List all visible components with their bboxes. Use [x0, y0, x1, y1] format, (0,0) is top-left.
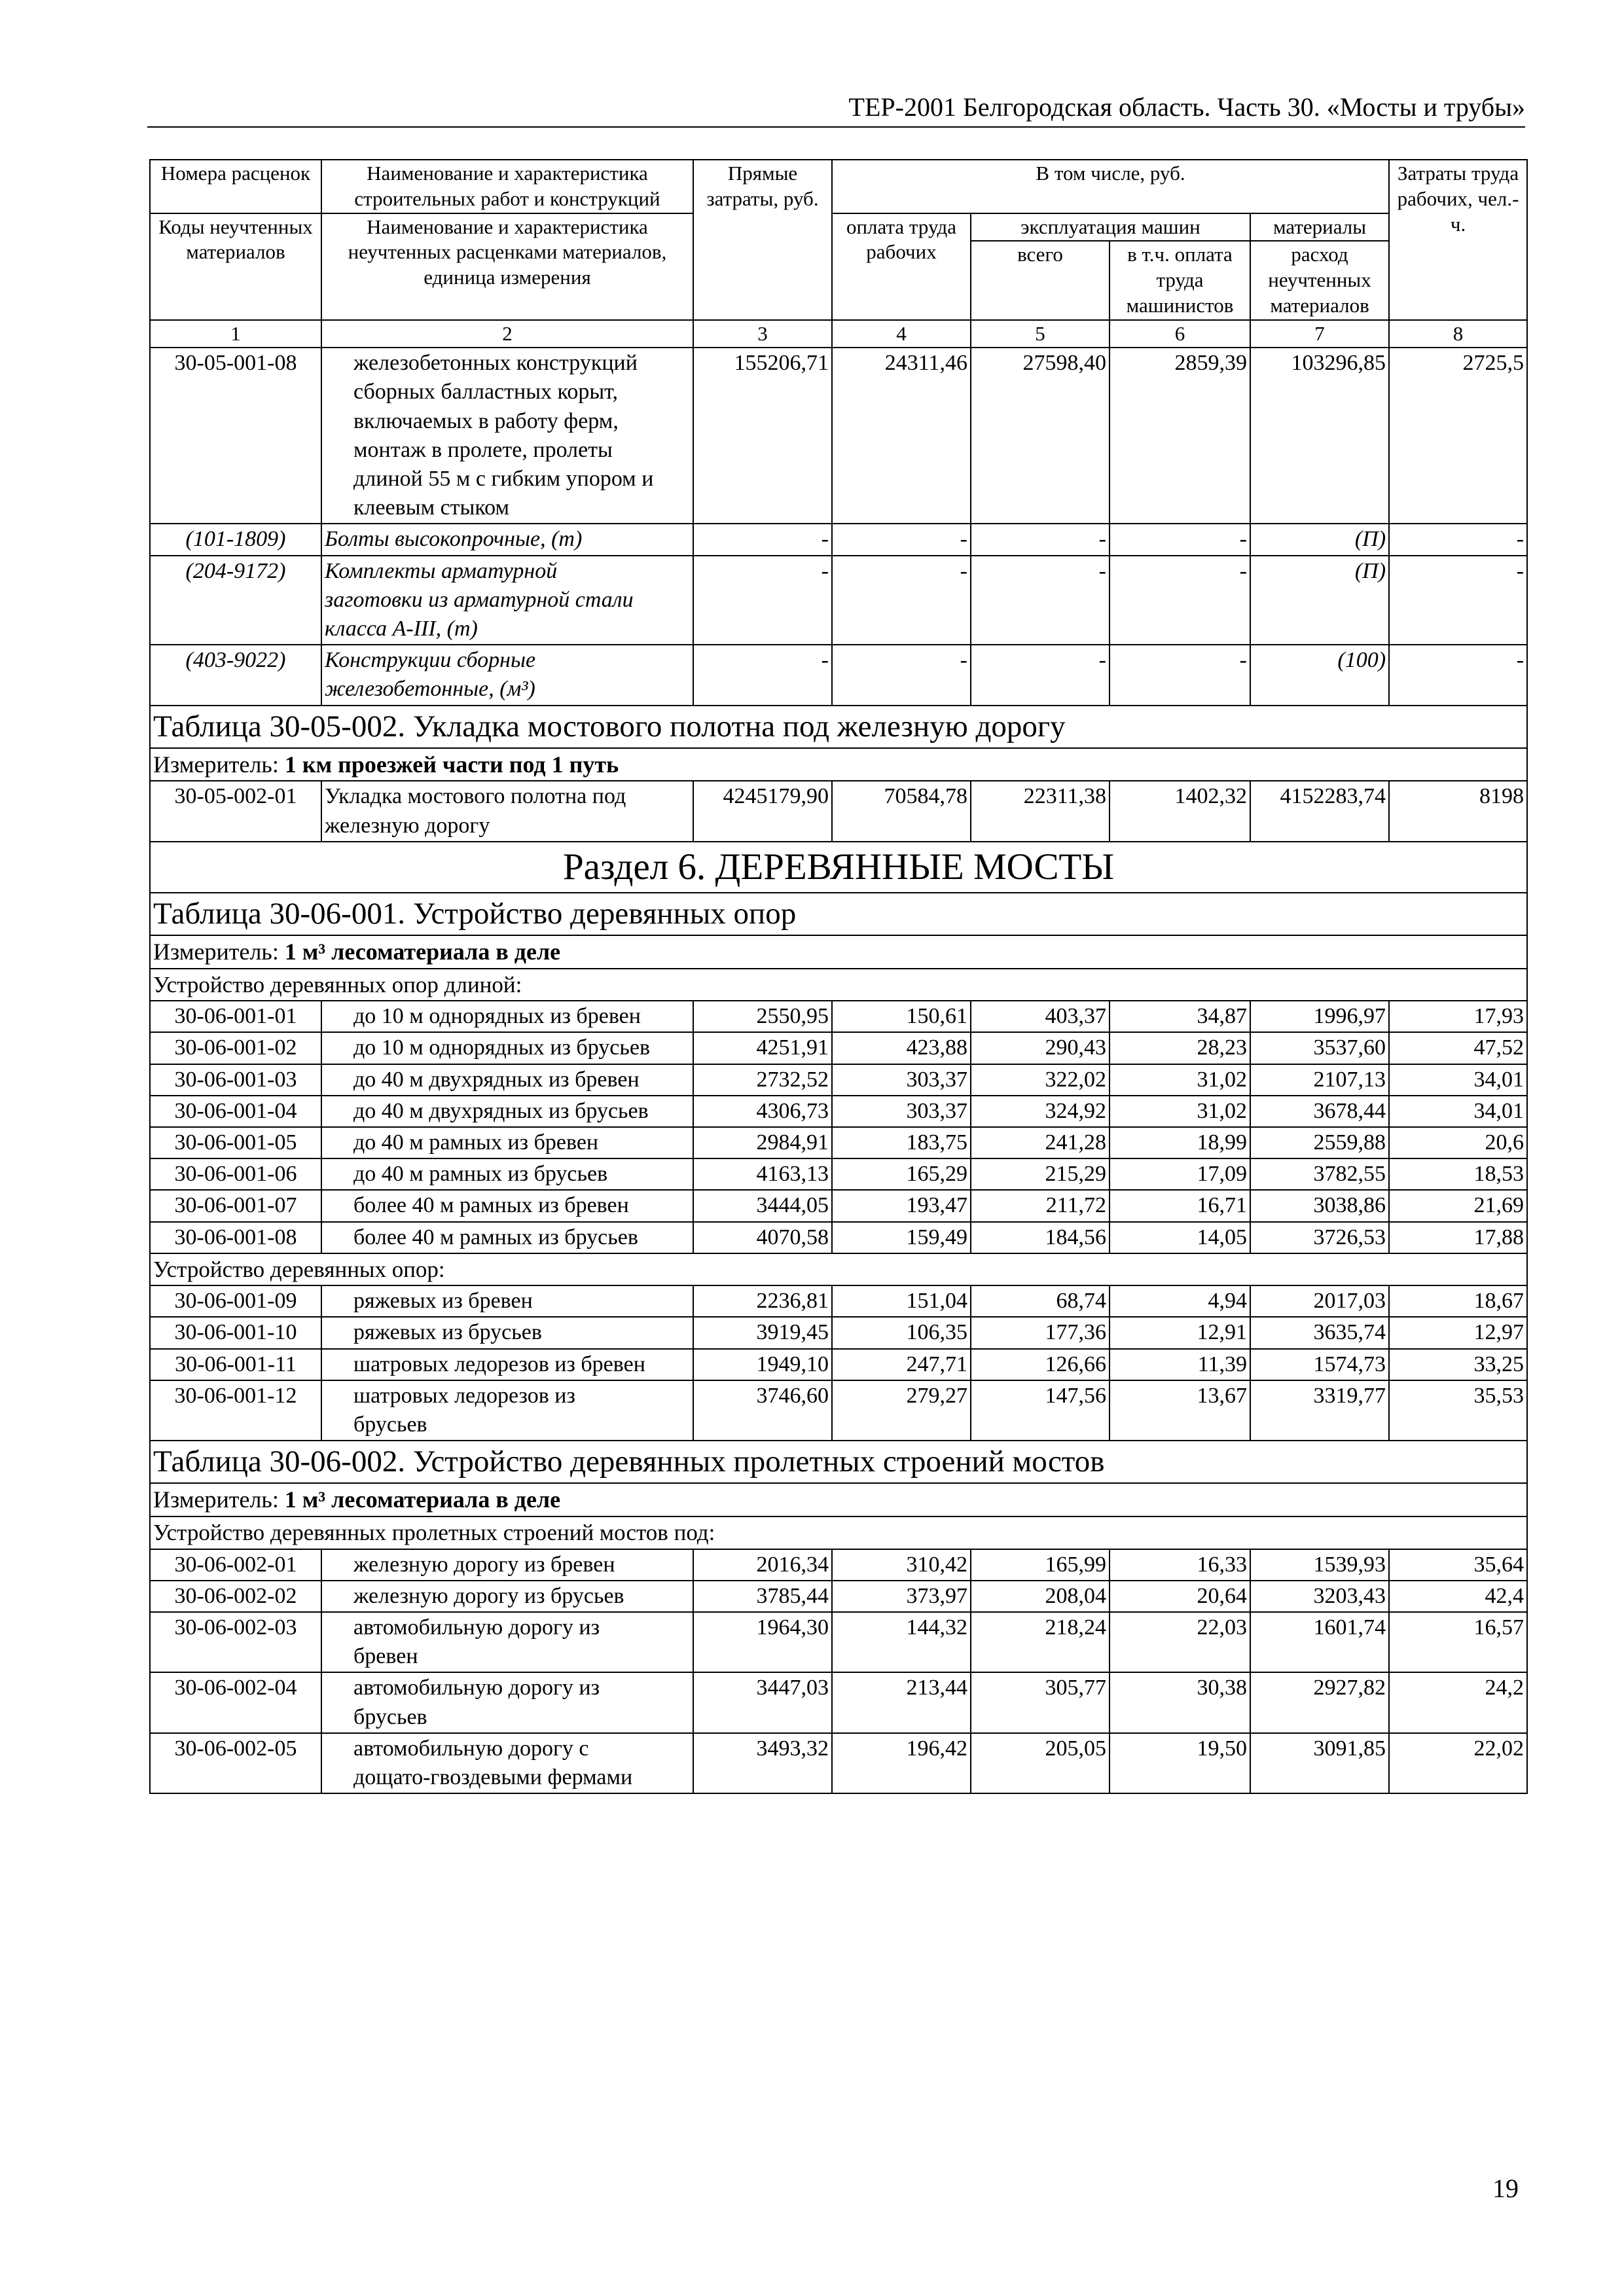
value-mach: 126,66 — [971, 1349, 1110, 1380]
value-direct: 1949,10 — [693, 1349, 832, 1380]
rate-name-line: железную дорогу из брусьев — [353, 1583, 624, 1608]
col-machines-labor: в т.ч. оплата труда машинистов — [1110, 241, 1250, 319]
value-labor: 150,61 — [832, 1001, 971, 1032]
value-mat: (П) — [1250, 524, 1389, 555]
rate-code: 30-06-001-08 — [150, 1222, 321, 1253]
table-row — [150, 1222, 1527, 1253]
value-direct: 3785,44 — [693, 1581, 832, 1612]
value-direct: 2984,91 — [693, 1127, 832, 1158]
measure-value: 1 км проезжей части под 1 путь — [284, 751, 619, 778]
value-direct: - — [693, 556, 832, 645]
rate-name-line: длиной 55 м с гибким упором и — [353, 467, 654, 491]
column-number: 1 — [150, 320, 321, 348]
value-mach-labor: 31,02 — [1110, 1096, 1250, 1127]
table-row — [150, 1285, 1527, 1317]
rate-name-line: заготовки из арматурной стали — [325, 587, 634, 612]
rate-name-line: автомобильную дорогу с — [353, 1736, 589, 1761]
value-mach-labor: 18,99 — [1110, 1127, 1250, 1158]
table-30-05-001-part — [150, 348, 1527, 705]
measure — [150, 1483, 1527, 1516]
rate-name-line: шатровых ледорезов из бревен — [353, 1352, 645, 1376]
col-code-bottom: Коды неучтенных материалов — [150, 213, 321, 320]
rates-sheet — [149, 159, 1528, 1794]
value-mat: 3678,44 — [1250, 1096, 1389, 1127]
value-hours: 20,6 — [1389, 1127, 1527, 1158]
value-direct: 3493,32 — [693, 1733, 832, 1793]
value-mach-labor: 12,91 — [1110, 1317, 1250, 1348]
value-labor: 70584,78 — [832, 781, 971, 841]
measure — [150, 748, 1527, 781]
value-direct: 4070,58 — [693, 1222, 832, 1253]
rate-name-line: автомобильную дорогу из — [353, 1676, 600, 1700]
value-hours: - — [1389, 524, 1527, 555]
rate-name-line: более 40 м рамных из бревен — [353, 1193, 629, 1218]
rate-name — [321, 1349, 693, 1380]
rate-name-line: Конструкции сборные — [325, 648, 536, 673]
rate-code: 30-06-001-07 — [150, 1190, 321, 1221]
group-row — [150, 1516, 1527, 1549]
value-labor: - — [832, 524, 971, 555]
running-header: ТЕР-2001 Белгородская область. Часть 30. «Мосты и трубы» — [147, 92, 1525, 128]
value-mat: 103296,85 — [1250, 348, 1389, 524]
value-mach-labor: 14,05 — [1110, 1222, 1250, 1253]
col-machines: эксплуатация машин — [971, 213, 1250, 242]
column-number: 7 — [1250, 320, 1389, 348]
value-mat: 3537,60 — [1250, 1032, 1389, 1064]
value-direct: 3746,60 — [693, 1380, 832, 1441]
value-mach: 290,43 — [971, 1032, 1110, 1064]
table-row — [150, 781, 1527, 841]
value-direct: 4163,13 — [693, 1158, 832, 1190]
rate-name — [321, 1672, 693, 1732]
measure-label: Измеритель: — [153, 938, 279, 965]
value-mat: (П) — [1250, 556, 1389, 645]
rate-name-line: до 10 м однорядных из брусьев — [353, 1035, 651, 1060]
rate-name — [321, 1064, 693, 1096]
rate-code: 30-06-001-04 — [150, 1096, 321, 1127]
value-mach-labor: 34,87 — [1110, 1001, 1250, 1032]
rate-name-line: дощато-гвоздевыми фермами — [353, 1765, 633, 1789]
value-mach-labor: - — [1110, 524, 1250, 555]
value-mat: (100) — [1250, 645, 1389, 705]
value-mach: 205,05 — [971, 1733, 1110, 1793]
measure-row — [150, 748, 1527, 781]
value-hours: 24,2 — [1389, 1672, 1527, 1732]
value-hours: 18,53 — [1389, 1158, 1527, 1190]
rate-name-line: автомобильную дорогу из — [353, 1615, 600, 1640]
value-hours: - — [1389, 556, 1527, 645]
rate-code: 30-06-002-02 — [150, 1581, 321, 1612]
value-mat: 4152283,74 — [1250, 781, 1389, 841]
table-row — [150, 1001, 1527, 1032]
value-mach: 211,72 — [971, 1190, 1110, 1221]
value-direct: 3447,03 — [693, 1672, 832, 1732]
value-labor: 24311,46 — [832, 348, 971, 524]
value-hours: 12,97 — [1389, 1317, 1527, 1348]
table-row — [150, 1032, 1527, 1064]
value-mach: 27598,40 — [971, 348, 1110, 524]
column-number: 8 — [1389, 320, 1527, 348]
value-mat: 3635,74 — [1250, 1317, 1389, 1348]
measure — [150, 935, 1527, 969]
page-number: 19 — [1492, 2174, 1519, 2203]
column-numbers-row — [150, 320, 1527, 348]
value-mach: 324,92 — [971, 1096, 1110, 1127]
rate-name-line: Комплекты арматурной — [325, 558, 558, 583]
rate-name-line: до 40 м двухрядных из бревен — [353, 1067, 640, 1092]
rate-name-line: включаемых в работу ферм, — [353, 408, 619, 433]
rate-name-line: железную дорогу из бревен — [353, 1552, 615, 1577]
value-hours: 16,57 — [1389, 1612, 1527, 1672]
value-mach-labor: 2859,39 — [1110, 348, 1250, 524]
value-mach: 208,04 — [971, 1581, 1110, 1612]
value-labor: 213,44 — [832, 1672, 971, 1732]
value-hours: 17,93 — [1389, 1001, 1527, 1032]
value-labor: 183,75 — [832, 1127, 971, 1158]
table-row — [150, 1349, 1527, 1380]
rate-name — [321, 1549, 693, 1581]
rate-code: (101-1809) — [150, 524, 321, 555]
value-mat: 3726,53 — [1250, 1222, 1389, 1253]
value-hours: 34,01 — [1389, 1064, 1527, 1096]
value-hours: 18,67 — [1389, 1285, 1527, 1317]
value-mat: 2017,03 — [1250, 1285, 1389, 1317]
value-mat: 3038,86 — [1250, 1190, 1389, 1221]
rate-name — [321, 524, 693, 555]
measure-label: Измеритель: — [153, 751, 279, 778]
material-row — [150, 645, 1527, 705]
value-hours: 35,64 — [1389, 1549, 1527, 1581]
rate-code: (204-9172) — [150, 556, 321, 645]
rate-name — [321, 1733, 693, 1793]
rate-code: 30-06-001-02 — [150, 1032, 321, 1064]
value-mat: 3319,77 — [1250, 1380, 1389, 1441]
rate-name — [321, 1317, 693, 1348]
table-title: Таблица 30-05-002. Укладка мостового полотна под железную дорогу — [150, 706, 1527, 748]
col-name-top: Наименование и характеристика строительных работ и конструкций — [321, 160, 693, 213]
value-labor: 303,37 — [832, 1064, 971, 1096]
value-direct: 2236,81 — [693, 1285, 832, 1317]
rate-name — [321, 1581, 693, 1612]
value-mach-labor: 30,38 — [1110, 1672, 1250, 1732]
column-number: 3 — [693, 320, 832, 348]
value-mach-labor: 16,33 — [1110, 1549, 1250, 1581]
value-mat: 1539,93 — [1250, 1549, 1389, 1581]
value-direct: 2732,52 — [693, 1064, 832, 1096]
table-row — [150, 1672, 1527, 1732]
material-row — [150, 556, 1527, 645]
value-mach: - — [971, 524, 1110, 555]
rate-name-line: до 40 м рамных из бревен — [353, 1130, 599, 1155]
table-row — [150, 1549, 1527, 1581]
value-mat: 3091,85 — [1250, 1733, 1389, 1793]
value-direct: 1964,30 — [693, 1612, 832, 1672]
value-mach-labor: - — [1110, 556, 1250, 645]
value-mach-labor: - — [1110, 645, 1250, 705]
value-mach: 165,99 — [971, 1549, 1110, 1581]
value-direct: 2016,34 — [693, 1549, 832, 1581]
col-including: В том числе, руб. — [832, 160, 1389, 213]
column-number: 6 — [1110, 320, 1250, 348]
value-mach: 184,56 — [971, 1222, 1110, 1253]
value-mat: 2107,13 — [1250, 1064, 1389, 1096]
table-title-row — [150, 706, 1527, 748]
value-hours: 34,01 — [1389, 1096, 1527, 1127]
value-hours: 22,02 — [1389, 1733, 1527, 1793]
rate-name-line: шатровых ледорезов из — [353, 1383, 575, 1408]
rate-name-line: брусьев — [353, 1704, 427, 1729]
rate-code: 30-06-001-01 — [150, 1001, 321, 1032]
value-hours: 2725,5 — [1389, 348, 1527, 524]
rate-name-line: ряжевых из брусьев — [353, 1320, 542, 1345]
rate-name-line: клеевым стыком — [353, 495, 510, 520]
value-labor: 165,29 — [832, 1158, 971, 1190]
col-direct: Прямые затраты, руб. — [693, 160, 832, 320]
value-mach-labor: 13,67 — [1110, 1380, 1250, 1441]
table-row — [150, 1733, 1527, 1793]
rate-name-line: до 10 м однорядных из бревен — [353, 1004, 641, 1029]
value-mach-labor: 11,39 — [1110, 1349, 1250, 1380]
rate-name — [321, 1032, 693, 1064]
value-mach-labor: 28,23 — [1110, 1032, 1250, 1064]
rate-name-line: более 40 м рамных из брусьев — [353, 1225, 638, 1249]
value-mach-labor: 22,03 — [1110, 1612, 1250, 1672]
value-labor: 247,71 — [832, 1349, 971, 1380]
value-hours: 35,53 — [1389, 1380, 1527, 1441]
table-row — [150, 1190, 1527, 1221]
measure-label: Измеритель: — [153, 1486, 279, 1513]
value-mach: 22311,38 — [971, 781, 1110, 841]
section-title: Раздел 6. ДЕРЕВЯННЫЕ МОСТЫ — [150, 842, 1527, 893]
value-labor: - — [832, 645, 971, 705]
rate-name-line: ряжевых из бревен — [353, 1289, 533, 1314]
rate-code: 30-05-001-08 — [150, 348, 321, 524]
value-labor: 373,97 — [832, 1581, 971, 1612]
rate-name — [321, 1612, 693, 1672]
value-labor: 196,42 — [832, 1733, 971, 1793]
rate-name-line: Укладка мостового полотна под — [325, 784, 626, 809]
measure-value: 1 м³ лесоматериала в деле — [284, 938, 561, 965]
value-direct: 3919,45 — [693, 1317, 832, 1348]
material-row — [150, 524, 1527, 555]
value-mach: 241,28 — [971, 1127, 1110, 1158]
rate-code: 30-06-001-10 — [150, 1317, 321, 1348]
rate-name — [321, 645, 693, 705]
rate-name-line: бревен — [353, 1644, 418, 1669]
rate-name-line: до 40 м рамных из брусьев — [353, 1162, 608, 1187]
rate-name — [321, 1127, 693, 1158]
rate-name — [321, 1190, 693, 1221]
rate-code: (403-9022) — [150, 645, 321, 705]
measure-row — [150, 1483, 1527, 1516]
table-30-05-002 — [150, 706, 1527, 842]
value-direct: 4245179,90 — [693, 781, 832, 841]
measure-row — [150, 935, 1527, 969]
table-row — [150, 1612, 1527, 1672]
rate-code: 30-06-001-03 — [150, 1064, 321, 1096]
value-mach-labor: 17,09 — [1110, 1158, 1250, 1190]
value-labor: 423,88 — [832, 1032, 971, 1064]
value-direct: 3444,05 — [693, 1190, 832, 1221]
value-mat: 1601,74 — [1250, 1612, 1389, 1672]
value-mach: 403,37 — [971, 1001, 1110, 1032]
col-materials-sub: расход неучтенных материалов — [1250, 241, 1389, 319]
value-mach: 215,29 — [971, 1158, 1110, 1190]
column-number: 5 — [971, 320, 1110, 348]
group-heading: Устройство деревянных опор: — [150, 1253, 1527, 1286]
rate-name-line: железобетонные, (м³) — [325, 677, 535, 702]
value-direct: 155206,71 — [693, 348, 832, 524]
value-mach: 177,36 — [971, 1317, 1110, 1348]
rate-name — [321, 1158, 693, 1190]
value-mach: 147,56 — [971, 1380, 1110, 1441]
value-mat: 1996,97 — [1250, 1001, 1389, 1032]
rate-code: 30-06-001-11 — [150, 1349, 321, 1380]
value-hours: 33,25 — [1389, 1349, 1527, 1380]
value-mat: 2559,88 — [1250, 1127, 1389, 1158]
value-mach-labor: 19,50 — [1110, 1733, 1250, 1793]
table-30-06-001 — [150, 842, 1527, 1441]
value-mach: 322,02 — [971, 1064, 1110, 1096]
table-30-06-002 — [150, 1441, 1527, 1793]
value-direct: 4251,91 — [693, 1032, 832, 1064]
value-mach-labor: 4,94 — [1110, 1285, 1250, 1317]
rate-name-line: железобетонных конструкций — [353, 351, 638, 376]
value-mat: 3203,43 — [1250, 1581, 1389, 1612]
value-labor: 151,04 — [832, 1285, 971, 1317]
value-mach: 68,74 — [971, 1285, 1110, 1317]
group-heading: Устройство деревянных пролетных строений мостов под: — [150, 1516, 1527, 1549]
rates-table — [149, 159, 1528, 1794]
col-labor: оплата труда рабочих — [832, 213, 971, 320]
value-mach-labor: 31,02 — [1110, 1064, 1250, 1096]
table-row — [150, 1158, 1527, 1190]
rate-name — [321, 1285, 693, 1317]
value-hours: 21,69 — [1389, 1190, 1527, 1221]
rate-code: 30-06-002-04 — [150, 1672, 321, 1732]
value-hours: 47,52 — [1389, 1032, 1527, 1064]
value-labor: 310,42 — [832, 1549, 971, 1581]
column-number: 4 — [832, 320, 971, 348]
value-mat: 1574,73 — [1250, 1349, 1389, 1380]
table-title: Таблица 30-06-002. Устройство деревянных пролетных строений мостов — [150, 1441, 1527, 1483]
value-mach-labor: 20,64 — [1110, 1581, 1250, 1612]
rate-name-line: монтаж в пролете, пролеты — [353, 437, 613, 462]
col-code-top: Номера расценок — [150, 160, 321, 213]
rate-name — [321, 556, 693, 645]
value-hours: 17,88 — [1389, 1222, 1527, 1253]
column-number: 2 — [321, 320, 693, 348]
group-row — [150, 1253, 1527, 1286]
rate-name — [321, 781, 693, 841]
rate-name-line: железную дорогу — [325, 813, 490, 838]
table-title-row — [150, 1441, 1527, 1483]
rate-code: 30-06-002-01 — [150, 1549, 321, 1581]
value-mat: 2927,82 — [1250, 1672, 1389, 1732]
rate-code: 30-06-001-12 — [150, 1380, 321, 1441]
col-materials: материалы — [1250, 213, 1389, 242]
table-row — [150, 1096, 1527, 1127]
measure-value: 1 м³ лесоматериала в деле — [284, 1486, 561, 1513]
rate-name — [321, 1222, 693, 1253]
value-labor: 303,37 — [832, 1096, 971, 1127]
table-row — [150, 1581, 1527, 1612]
rate-name — [321, 1380, 693, 1441]
rate-code: 30-06-001-06 — [150, 1158, 321, 1190]
value-hours: - — [1389, 645, 1527, 705]
col-workhours: Затраты труда рабочих, чел.-ч. — [1389, 160, 1527, 320]
rate-name — [321, 1096, 693, 1127]
table-title: Таблица 30-06-001. Устройство деревянных опор — [150, 893, 1527, 935]
value-direct: - — [693, 524, 832, 555]
rate-code: 30-06-002-03 — [150, 1612, 321, 1672]
value-mach: - — [971, 556, 1110, 645]
value-mach: 305,77 — [971, 1672, 1110, 1732]
rate-code: 30-05-002-01 — [150, 781, 321, 841]
rate-name-line: сборных балластных корыт, — [353, 380, 618, 404]
rate-name-line: класса А-III, (т) — [325, 616, 478, 641]
rate-name-line: брусьев — [353, 1412, 427, 1437]
rate-name — [321, 348, 693, 524]
value-mach-labor: 16,71 — [1110, 1190, 1250, 1221]
section-title-row — [150, 842, 1527, 893]
value-direct: 2550,95 — [693, 1001, 832, 1032]
value-hours: 8198 — [1389, 781, 1527, 841]
table-row — [150, 348, 1527, 524]
group-row — [150, 969, 1527, 1001]
table-row — [150, 1380, 1527, 1441]
value-mat: 3782,55 — [1250, 1158, 1389, 1190]
value-mach: - — [971, 645, 1110, 705]
table-row — [150, 1317, 1527, 1348]
value-direct: - — [693, 645, 832, 705]
rate-code: 30-06-001-09 — [150, 1285, 321, 1317]
value-labor: 193,47 — [832, 1190, 971, 1221]
table-row — [150, 1127, 1527, 1158]
rate-code: 30-06-001-05 — [150, 1127, 321, 1158]
table-title-row — [150, 893, 1527, 935]
value-hours: 42,4 — [1389, 1581, 1527, 1612]
value-direct: 4306,73 — [693, 1096, 832, 1127]
col-name-bottom: Наименование и характеристика неучтенных расценками материалов, единица измерения — [321, 213, 693, 320]
col-machines-total: всего — [971, 241, 1110, 319]
value-mach: 218,24 — [971, 1612, 1110, 1672]
rate-name-line: до 40 м двухрядных из брусьев — [353, 1098, 649, 1123]
value-labor: 106,35 — [832, 1317, 971, 1348]
value-mach-labor: 1402,32 — [1110, 781, 1250, 841]
group-heading: Устройство деревянных опор длиной: — [150, 969, 1527, 1001]
rate-name — [321, 1001, 693, 1032]
table-row — [150, 1064, 1527, 1096]
rate-code: 30-06-002-05 — [150, 1733, 321, 1793]
value-labor: 144,32 — [832, 1612, 971, 1672]
value-labor: - — [832, 556, 971, 645]
value-labor: 159,49 — [832, 1222, 971, 1253]
rate-name-line: Болты высокопрочные, (т) — [325, 527, 583, 552]
value-labor: 279,27 — [832, 1380, 971, 1441]
